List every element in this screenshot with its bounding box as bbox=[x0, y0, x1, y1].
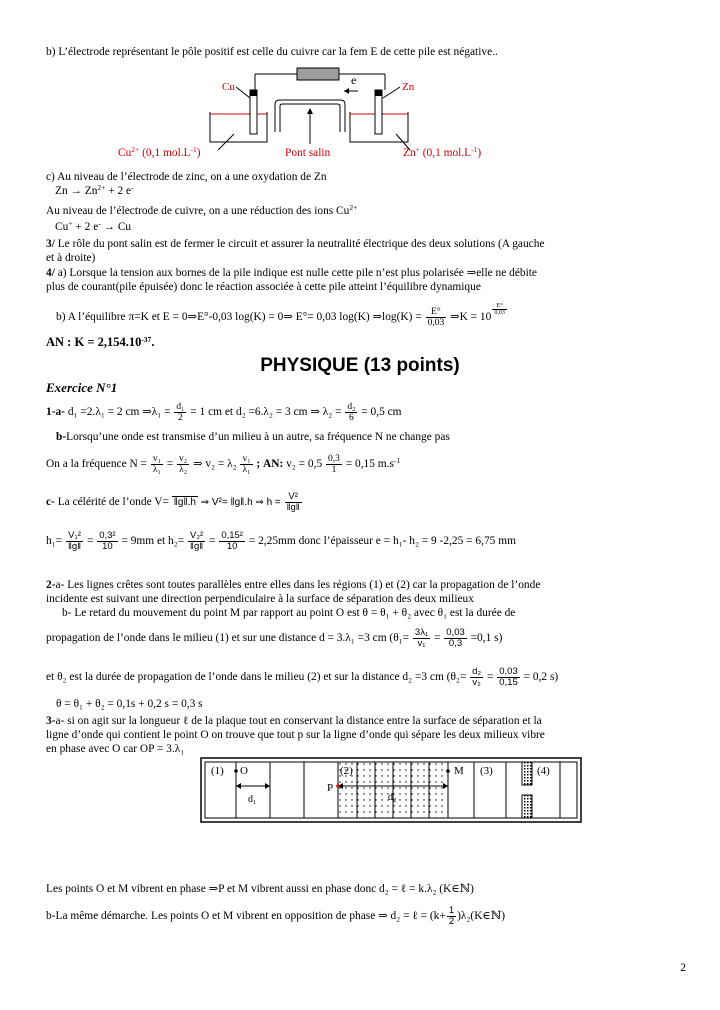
point-p-label: P bbox=[327, 782, 334, 794]
phys-1c: c- La célérité de l’onde V= ‖g‖.h ⇒ V²= ‖g‖.h ⇒ h = $\frac{\text{V²}}{‖g‖}$ bbox=[46, 491, 300, 513]
point-m-label: M bbox=[454, 765, 464, 777]
phys-1c-h: h₁= $\frac{\text{V₁²}}{‖g‖}$ = $\frac{\text{0,3²}}{10}$ = 9mm et h₂= $\frac{\text{V₂²}}{‖g‖}$ = $\frac{\text{0,15²}}{10}$ = 2,25mm donc l’épaisseur e = h₁- h₂ = 9 -2,25 = 6,75 mm bbox=[46, 530, 516, 552]
exercise-title: Exercice N°1 bbox=[46, 380, 118, 395]
chem-c-line2: Au niveau de l’électrode de cuivre, on a une réduction des ions $Cu^{2+}$ bbox=[46, 203, 358, 217]
zn-solution-label: Zn+ (0,1 $mol.L^{-1}$) bbox=[403, 145, 482, 159]
phys-3a-line2: ligne d’onde qui contient le point O on trouve que tout p sur la ligne d’onde qui sépare les deux milieux vibre bbox=[46, 729, 545, 741]
electron-arrowhead bbox=[344, 88, 349, 94]
pont-salin-label: Pont salin bbox=[285, 147, 331, 159]
chem-q4-line1: 4/ a) Lorsque la tension aux bornes de la pile indique est nulle cette pile n’est plus polarisée ⇒elle ne débite bbox=[46, 267, 537, 279]
phys-2a-line2: incidente est suivant une direction perpendiculaire à la surface de séparation des deux milieux bbox=[46, 593, 474, 605]
d2-label: d₂ bbox=[388, 792, 397, 803]
cu-electrode-clip bbox=[250, 90, 257, 96]
chem-c-eq1: $Zn \to Zn^{2+} + 2$ e- bbox=[55, 183, 134, 197]
phys-3a-line1: 3-a- si on agit sur la longueur ℓ de la plaque tout en conservant la distance entre la surface de séparation et la bbox=[46, 715, 542, 727]
phys-3a-conclusion: Les points O et M vibrent en phase ⇒P et M vibrent aussi en phase donc d₂ = ℓ = k.λ₂ (K∈ℕ) bbox=[46, 883, 474, 895]
voltmeter bbox=[297, 68, 339, 80]
pont-pointer-head bbox=[307, 108, 313, 114]
phys-2a-line1: 2-a- Les lignes crêtes sont toutes parallèles entre elles dans les régions (1) et (2) car la propagation de l’onde bbox=[46, 579, 541, 591]
obstacle-bottom bbox=[522, 795, 532, 818]
cu-label: Cu bbox=[222, 81, 235, 93]
chem-b-text: b) L’électrode représentant le pôle positif est celle du cuivre car la fem E de cette pile est négative.. bbox=[46, 46, 498, 58]
phys-2b-line3: et θ₂ est la durée de propagation de l’onde dans le milieu (2) et sur la distance d₂ =3 cm (θ₂= $\frac{\text{d₂}}{\text{v₂}}$ = $\frac{0,03}{0,15}$ = 0,2 s) bbox=[46, 666, 559, 688]
cu-electrode bbox=[250, 90, 257, 134]
phys-1b-freq: On a la fréquence N = $\frac{\text{v₁}}{\text{λ₁}}$ = $\frac{\text{v₂}}{\text{λ₂}}$ ⇒ v₂ = λ₂ $\frac{\text{v₁}}{\text{λ₁}}$ ; AN: v₂ = 0,5 $\frac{0,3}{1}$ = 0,15 $m.s^{-1}$ bbox=[46, 454, 401, 475]
frac-exponent: $\frac{E^\circ}{0,03}$ bbox=[494, 303, 505, 316]
cu-pointer bbox=[236, 87, 250, 98]
phys-3a-line3: en phase avec O car OP = 3.λ₁ bbox=[46, 743, 185, 755]
physique-title: PHYSIQUE (13 points) bbox=[260, 355, 460, 376]
d1-label: d₁ bbox=[248, 794, 257, 805]
point-o-label: O bbox=[240, 765, 248, 777]
region-3-label: (3) bbox=[480, 765, 493, 777]
chem-an-result: AN : $K = 2,154.10^{-37}$. bbox=[46, 335, 155, 349]
zn-electrode-clip bbox=[375, 90, 382, 96]
cu-solution-label: $Cu^{2+}$ (0,1 $mol.L^{-1}$) bbox=[118, 145, 201, 159]
chem-q3-line2: et à droite) bbox=[46, 252, 96, 264]
electron-label: e bbox=[351, 73, 357, 87]
obstacle-top bbox=[522, 762, 532, 785]
chem-q4-line2: plus de courant(pile épuisée) donc le réaction associée à cette pile atteint l’équilibre dynamique bbox=[46, 281, 481, 293]
wave-tank-figure bbox=[200, 756, 590, 826]
phys-2b-line1: b- Le retard du mouvement du point M par rapport au point O est θ = θ₁ + θ₂ avec θ₁ est la durée de bbox=[62, 607, 516, 619]
point-o bbox=[234, 769, 238, 773]
phys-1a: 1-a- d₁ =2.λ₁ = 2 cm ⇒λ₁ = $\frac{\text{d₁}}{2}$ = 1 cm et d₂ =6.λ₂ = 3 cm ⇒ λ₂ = $\frac{\text{d₂}}{6}$ = 0,5 cm bbox=[46, 402, 402, 423]
phys-3b: b-La même démarche. Les points O et M vibrent en opposition de phase ⇒ d₂ = ℓ = (k+ $\frac{1}{2}$ )λ₂(K∈ℕ) bbox=[46, 905, 506, 927]
chem-q4b: b) A l’équilibre π=K et E = 0⇒E°-0,03 log(K) = 0⇒ E°= 0,03 log(K) ⇒log(K) = $\frac{E^\circ}{0,03}$ ⇒K = 10 $\frac{E^\circ}{0,03}$ bbox=[56, 303, 505, 328]
frac-logk: $\frac{E^\circ}{0,03}$ bbox=[427, 306, 445, 328]
region-2-label: (2) bbox=[340, 765, 353, 777]
zn-label: Zn bbox=[402, 81, 415, 93]
region-1-label: (1) bbox=[211, 765, 224, 777]
zn-pointer bbox=[383, 87, 400, 98]
chem-c-line1: c) Au niveau de l’électrode de zinc, on a une oxydation de Zn bbox=[46, 171, 327, 183]
phys-theta: θ = θ₁ + θ₂ = 0,1s + 0,2 s = 0,3 s bbox=[56, 698, 203, 710]
chem-q3-line1: 3/ Le rôle du pont salin est de fermer le circuit et assurer la neutralité électrique des deux solutions (A gauche bbox=[46, 238, 545, 250]
region-4-label: (4) bbox=[537, 765, 550, 777]
chem-c-eq2: Cu+ + 2 e- → Cu bbox=[55, 219, 132, 233]
phys-1b: b-Lorsqu’une onde est transmise d’un milieu à un autre, sa fréquence N ne change pas bbox=[56, 431, 450, 443]
page-number: 2 bbox=[680, 962, 686, 974]
zn-electrode bbox=[375, 90, 382, 134]
beaker-left bbox=[210, 112, 267, 142]
point-m bbox=[446, 769, 450, 773]
phys-2b-line2: propagation de l’onde dans le milieu (1) et sur une distance d = 3.λ₁ =3 cm (θ₁= $\frac{\text{3λ₁}}{\text{v₁}}$ = $\frac{0,03}{0,3}$ =0,1 s) bbox=[46, 627, 503, 649]
point-p bbox=[336, 784, 340, 788]
